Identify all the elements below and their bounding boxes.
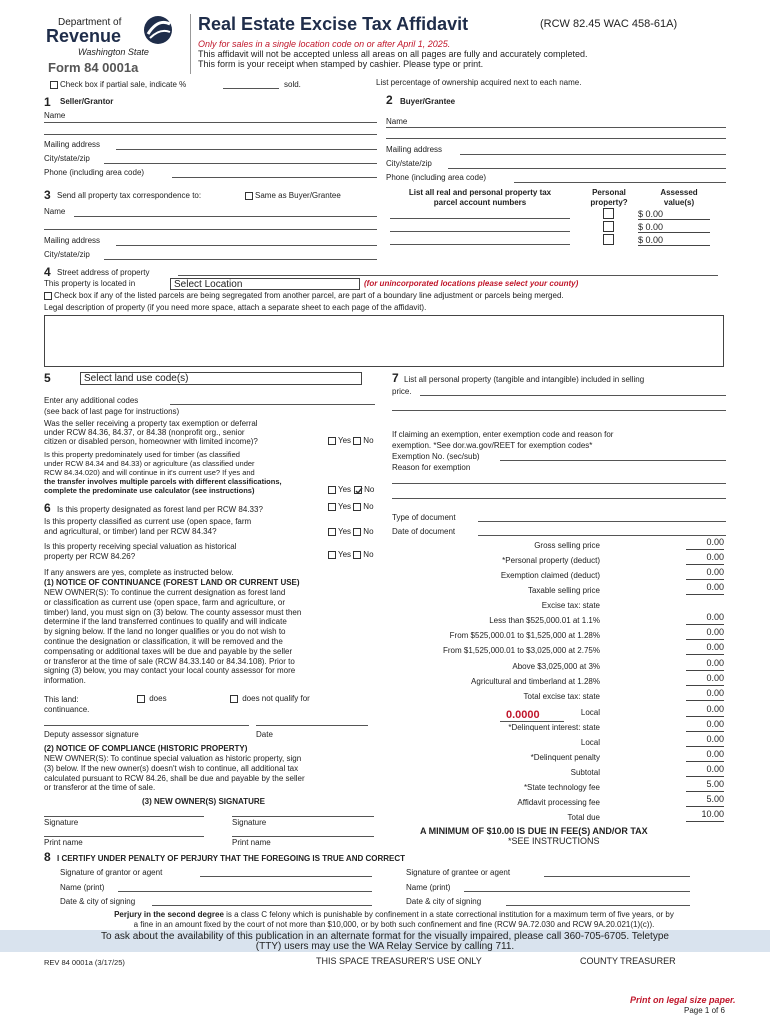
section-8-number: 8 xyxy=(44,850,51,864)
s1-name-label: Name xyxy=(44,111,66,120)
s2-city-input[interactable] xyxy=(448,168,726,169)
access-line-1: To ask about the availability of this publication in an alternate format for the visually impaired, please call 360-705-6705. Teletype xyxy=(101,931,669,942)
tax-row-value[interactable]: 0.00 xyxy=(706,673,724,683)
local-rate-line xyxy=(500,721,564,722)
s4-street-label: Street address of property xyxy=(57,268,150,277)
tax-row-value[interactable]: 5.00 xyxy=(706,794,724,804)
s6-notice-1-text xyxy=(44,588,301,686)
print-label-1: Print name xyxy=(44,838,83,847)
tax-row-value[interactable]: 0.00 xyxy=(706,704,724,714)
partial-label: Check box if partial sale, indicate % xyxy=(60,80,187,89)
doctype-input[interactable] xyxy=(478,521,726,522)
tax-row-value[interactable]: 0.00 xyxy=(706,627,724,637)
s7-ex2: exemption. *See dor.wa.gov/REET for exemption codes* xyxy=(392,441,593,450)
tax-row-label: *Personal property (deduct) xyxy=(502,556,600,565)
notice-line: compensating or additional taxes will be due and payable by the seller xyxy=(44,646,293,656)
notice-1: This affidavit will not be accepted unless all areas on all pages are fully and accurately completed. xyxy=(198,49,588,59)
s1-city-input[interactable] xyxy=(104,163,377,164)
s7-docdate: Date of document xyxy=(392,527,456,536)
notice-line: NEW OWNER(S): To continue special valuation as historic property, sign xyxy=(44,754,302,763)
s2-name-label: Name xyxy=(386,117,408,126)
tax-row-label: Subtotal xyxy=(570,768,600,777)
s4-segregated-row xyxy=(44,291,564,301)
parcel-col2: Personal property? xyxy=(590,188,628,207)
segregated-checkbox[interactable] xyxy=(44,292,52,300)
s6-q2-yes-checkbox[interactable] xyxy=(328,528,336,536)
section-2-number: 2 xyxy=(386,93,393,107)
tax-row-label: *Delinquent interest: state xyxy=(508,723,600,732)
parcel-number-input[interactable] xyxy=(390,244,570,245)
tax-row-label: *State technology fee xyxy=(523,783,600,792)
s6-notice-3-title: (3) NEW OWNER(S) SIGNATURE xyxy=(142,797,265,806)
tax-row-label: Exemption claimed (deduct) xyxy=(500,571,600,580)
notice-line: by signing below. If the land no longer qualifies or you do not wish to xyxy=(44,627,286,637)
legal-description-textarea[interactable] xyxy=(44,315,724,367)
s5-q1: Was the seller receiving a property tax exemption or deferral under RCW 84.36, 84.37, or 84.38 (nonprofit org., senior citizen or disabled person, homeowner with limited income)? xyxy=(44,419,258,446)
s6-q3: Is this property receiving special valuation as historical property per RCW 84.26? xyxy=(44,542,237,561)
tax-row-label: Affidavit processing fee xyxy=(517,798,600,807)
s6-q2-no-checkbox[interactable] xyxy=(353,528,361,536)
notice-line: (3) below. If the new owner(s) doesn't wish to continue, all additional tax xyxy=(44,763,299,773)
grantee-date-input[interactable] xyxy=(506,905,690,906)
does-not-checkbox[interactable] xyxy=(230,695,238,703)
s2-name-line2 xyxy=(386,138,726,139)
tax-row-label: Local xyxy=(580,708,600,717)
tax-row-label: From $525,000.01 to $1,525,000 at 1.28% xyxy=(449,631,600,640)
tax-row-line xyxy=(686,716,724,717)
s7-text: List all personal property (tangible and intangible) included in selling xyxy=(404,375,645,384)
check-icon xyxy=(355,487,363,495)
local-rate[interactable]: 0.0000 xyxy=(506,709,540,721)
section-2-title: Buyer/Grantee xyxy=(400,97,456,106)
tax-row-line xyxy=(686,624,724,625)
tax-row-line xyxy=(686,761,724,762)
s3-name-input[interactable] xyxy=(74,216,377,217)
grantor-date-label: Date & city of signing xyxy=(60,897,136,906)
tax-row-label: Taxable selling price xyxy=(527,586,600,595)
section-1-title: Seller/Grantor xyxy=(60,97,114,106)
s1-phone-label: Phone (including area code) xyxy=(44,168,145,177)
ownership-note: List percentage of ownership acquired next to each name. xyxy=(376,78,582,87)
land-use-select[interactable]: Select land use code(s) xyxy=(80,372,362,385)
s6-q3-no-checkbox[interactable] xyxy=(353,551,361,559)
s2-name-input[interactable] xyxy=(386,127,726,128)
tax-row-label: Local xyxy=(580,738,600,747)
docdate-input[interactable] xyxy=(478,535,726,536)
dept-main: Revenue xyxy=(46,26,122,46)
owner-signature-1-input[interactable] xyxy=(44,816,204,817)
tax-row-value[interactable]: 5.00 xyxy=(706,779,724,789)
s1-name-input[interactable] xyxy=(44,122,377,123)
s4-street-input[interactable] xyxy=(178,275,718,276)
s1-city-label: City/state/zip xyxy=(44,154,90,163)
s4-located-label: This property is located in xyxy=(44,279,136,288)
segregated-label: Check box if any of the listed parcels are being segregated from another parcel, are part of a boundary line adjustment or parcels being merged. xyxy=(54,291,564,300)
tax-row-value[interactable]: 0.00 xyxy=(706,688,724,698)
s1-mailing-label: Mailing address xyxy=(44,140,101,149)
section-5-number: 5 xyxy=(44,371,51,385)
sig-grantor-input[interactable] xyxy=(200,876,372,877)
form-number: Form 84 0001a xyxy=(48,60,139,75)
notice-line: determine if the land transferred continues to qualify and will indicate xyxy=(44,617,287,627)
notice-line: signing (3) below, you may contact your local county assessor for more xyxy=(44,666,296,676)
notice-line: or transferor at the time of sale (RCW 84.33.140 or 84.34.108). Prior to xyxy=(44,656,295,666)
assessed-value[interactable]: $ 0.00 xyxy=(638,209,710,220)
minimum-note: A MINIMUM OF $10.00 IS DUE IN FEE(S) AND/OR TAX xyxy=(420,826,648,836)
tax-row-line xyxy=(686,654,724,655)
s6-q2: Is this property classified as current use (open space, farm and agricultural, or timber) land per RCW 84.34? xyxy=(44,517,252,536)
tax-row-line xyxy=(686,700,724,701)
section-7-number: 7 xyxy=(392,371,399,385)
sig-label-2: Signature xyxy=(232,818,267,827)
tax-row-label: Less than $525,000.01 at 1.1% xyxy=(489,616,600,625)
s6-q1-answer: Yes No xyxy=(328,502,374,512)
tax-row-label: Above $3,025,000 at 3% xyxy=(512,662,600,671)
deputy-signature-input[interactable] xyxy=(44,725,249,726)
s7-exno: Exemption No. (sec/sub) xyxy=(392,452,480,461)
s5-q1-no-checkbox[interactable] xyxy=(353,437,361,445)
reason-input[interactable] xyxy=(392,483,726,484)
s5-q1-yes-checkbox[interactable] xyxy=(328,437,336,445)
page-title: Real Estate Excise Tax Affidavit xyxy=(198,14,469,34)
does-checkbox[interactable] xyxy=(137,695,145,703)
grantor-date-input[interactable] xyxy=(152,905,372,906)
s5-additional-label: Enter any additional codes xyxy=(44,396,139,405)
tax-row-value[interactable]: 0.00 xyxy=(706,567,724,577)
s2-phone-label: Phone (including area code) xyxy=(386,173,487,182)
s6-q1-yes-checkbox[interactable] xyxy=(328,503,336,511)
print-label-2: Print name xyxy=(232,838,271,847)
s2-city-label: City/state/zip xyxy=(386,159,432,168)
s3-same-label: Same as Buyer/Grantee xyxy=(255,191,341,200)
tax-row-line xyxy=(686,791,724,792)
sig-grantee-input[interactable] xyxy=(544,876,690,877)
sig-grantee-label: Signature of grantee or agent xyxy=(406,868,511,877)
deputy-date-input[interactable] xyxy=(256,725,368,726)
section-3-number: 3 xyxy=(44,188,51,202)
partial-sale-checkbox[interactable] xyxy=(50,81,58,89)
tax-row-line xyxy=(686,639,724,640)
s3-same-checkbox[interactable] xyxy=(245,192,253,200)
rcw-ref: (RCW 82.45 WAC 458-61A) xyxy=(540,18,678,30)
s4-unincorporated-note: (for unincorporated locations please select your county) xyxy=(364,279,579,288)
grantor-print-label: Name (print) xyxy=(60,883,105,892)
notice-red: Only for sales in a single location code on or after April 1, 2025. xyxy=(198,39,451,49)
s7-doctype: Type of document xyxy=(392,513,456,522)
tax-row-line xyxy=(686,731,724,732)
s5-q2-answer: Yes No xyxy=(328,485,374,495)
page-number: Page 1 of 6 xyxy=(684,1006,725,1015)
s6-notice-2-text xyxy=(44,754,305,793)
sig-label-1: Signature xyxy=(44,818,79,827)
dept-top: Department of xyxy=(58,17,122,28)
tax-row-label: Total due xyxy=(567,813,600,822)
tax-row-label: Excise tax: state xyxy=(541,601,600,610)
parcel-number-input[interactable] xyxy=(390,231,570,232)
section-4-number: 4 xyxy=(44,265,51,279)
tax-row-value[interactable]: 0.00 xyxy=(706,552,724,562)
county-treasurer: COUNTY TREASURER xyxy=(580,956,676,966)
parcel-number-input[interactable] xyxy=(390,218,570,219)
s5-q1-answer: Yes No xyxy=(328,436,374,446)
tax-row-value[interactable]: 0.00 xyxy=(706,642,724,652)
partial-suffix: sold. xyxy=(284,80,301,89)
sig-grantor-label: Signature of grantor or agent xyxy=(60,868,163,877)
rev-number: REV 84 0001a (3/17/25) xyxy=(44,958,125,967)
tax-row-line xyxy=(686,594,724,595)
tax-row-label: From $1,525,000.01 to $3,025,000 at 2.75% xyxy=(442,646,600,655)
print-legal: Print on legal size paper. xyxy=(630,995,736,1005)
s5-additional-input[interactable] xyxy=(170,404,375,405)
s7-reason: Reason for exemption xyxy=(392,463,471,472)
owner-signature-2-input[interactable] xyxy=(232,816,374,817)
s5-q2: Is this property predominately used for timber (as classified under RCW 84.34 and 84.33) or agriculture (as classified under RCW 84.34.020) and will continue in it's current use? If yes and the transfer involves multiple parcels with different classifications, complete the predominate use calculator (see instructions) xyxy=(44,450,282,495)
section-6-number: 6 xyxy=(44,501,51,515)
s6-doesnot-row: does not qualify for xyxy=(230,694,310,704)
s3-mailing-label: Mailing address xyxy=(44,236,101,245)
assessed-value[interactable]: $ 0.00 xyxy=(638,235,710,246)
access-line-2: (TTY) users may use the WA Relay Service by calling 711. xyxy=(255,941,515,952)
parcel-col3: Assessed value(s) xyxy=(660,188,698,207)
tax-row-value[interactable]: 0.00 xyxy=(706,719,724,729)
s7-ex1: If claiming an exemption, enter exemption code and reason for xyxy=(392,430,614,439)
exemption-no-input[interactable] xyxy=(500,460,726,461)
tax-row-label: Total excise tax: state xyxy=(523,692,600,701)
personal-property-checkbox[interactable] xyxy=(603,208,614,219)
see-instructions: *SEE INSTRUCTIONS xyxy=(508,836,600,846)
tax-row-line xyxy=(686,746,724,747)
s5-q2-yes-checkbox[interactable] xyxy=(328,486,336,494)
s3-same-row xyxy=(245,191,341,201)
tax-row-line xyxy=(686,685,724,686)
notice-line: calculated pursuant to RCW 84.26, shall be due and payable by the seller xyxy=(44,773,305,783)
dept-state: Washington State xyxy=(78,47,149,57)
tax-row-value[interactable]: 0.00 xyxy=(706,537,724,547)
notice-line: or transferor at the time of sale. xyxy=(44,783,156,793)
tax-row-line xyxy=(686,549,724,550)
owner-print-2-input[interactable] xyxy=(232,836,374,837)
tax-row-label: *Delinquent penalty xyxy=(530,753,600,762)
notice-line: timber) land, you must sign on (3) below. The county assessor must then xyxy=(44,607,302,617)
tax-row-value[interactable]: 0.00 xyxy=(706,764,724,774)
s1-phone-input[interactable] xyxy=(172,177,377,178)
tax-row-line xyxy=(686,670,724,671)
tax-row-line xyxy=(686,564,724,565)
personal-property-checkbox[interactable] xyxy=(603,221,614,232)
tax-row-value[interactable]: 10.00 xyxy=(701,809,724,819)
s6-thisland: This land: continuance. xyxy=(44,695,90,714)
tax-row-value[interactable]: 0.00 xyxy=(706,612,724,622)
owner-print-1-input[interactable] xyxy=(44,836,204,837)
notice-line: information. xyxy=(44,676,86,686)
notice-line: continue the designation or classification, it will be removed and the xyxy=(44,636,283,646)
s2-phone-input[interactable] xyxy=(514,182,726,183)
notice-line: or classification as current use (open space, farm and agriculture, or xyxy=(44,597,286,607)
s6-q3-yes-checkbox[interactable] xyxy=(328,551,336,559)
deputy-date-label: Date xyxy=(256,730,273,739)
s6-notice-2-title: (2) NOTICE OF COMPLIANCE (HISTORIC PROPERTY) xyxy=(44,744,248,753)
location-select[interactable]: Select Location xyxy=(170,278,360,290)
s3-title: Send all property tax correspondence to: xyxy=(57,191,202,200)
s3-mailing-input[interactable] xyxy=(116,245,377,246)
parcel-col1: List all real and personal property tax parcel account numbers xyxy=(408,188,552,207)
partial-sale-row xyxy=(50,80,186,90)
partial-percent-input[interactable] xyxy=(223,88,279,89)
s6-does-row: does xyxy=(137,694,167,704)
s3-city-input[interactable] xyxy=(104,259,377,260)
s6-q3-answer: Yes No xyxy=(328,550,374,560)
tax-row-value[interactable]: 0.00 xyxy=(706,582,724,592)
grantee-print-input[interactable] xyxy=(464,891,690,892)
s2-mailing-label: Mailing address xyxy=(386,145,443,154)
tax-row-value[interactable]: 0.00 xyxy=(706,658,724,668)
notice-2: This form is your receipt when stamped by cashier. Please type or print. xyxy=(198,59,484,69)
header-divider xyxy=(190,14,191,74)
s3-name-label: Name xyxy=(44,207,66,216)
s6-q2-answer: Yes No xyxy=(328,527,374,537)
tax-row-label: Gross selling price xyxy=(534,541,600,550)
tax-row-line xyxy=(686,806,724,807)
personal-property-checkbox[interactable] xyxy=(603,234,614,245)
s6-q1-no-checkbox[interactable] xyxy=(353,503,361,511)
grantee-date-label: Date & city of signing xyxy=(406,897,482,906)
s3-name-line2 xyxy=(44,229,377,230)
tax-row-line xyxy=(686,579,724,580)
assessed-value[interactable]: $ 0.00 xyxy=(638,222,710,233)
tax-row-value[interactable]: 0.00 xyxy=(706,734,724,744)
perjury-line-1: Perjury in the second degree is a class C felony which is punishable by confinement in a state correctional institution for a maximum term of five years, or by xyxy=(114,910,674,919)
s6-ifany: If any answers are yes, complete as instructed below. xyxy=(44,568,234,577)
revenue-logo-icon xyxy=(140,14,176,46)
s8-certify: I CERTIFY UNDER PENALTY OF PERJURY THAT THE FOREGOING IS TRUE AND CORRECT xyxy=(57,854,406,863)
s6-q1: Is this property designated as forest land per RCW 84.33? xyxy=(57,505,263,514)
s4-legal-label: Legal description of property (if you need more space, attach a separate sheet to each page of the affidavit). xyxy=(44,303,427,312)
s6-notice-1-title: (1) NOTICE OF CONTINUANCE (FOREST LAND OR CURRENT USE) xyxy=(44,578,300,587)
s3-city-label: City/state/zip xyxy=(44,250,90,259)
grantee-print-label: Name (print) xyxy=(406,883,451,892)
s7-text-2: price. xyxy=(392,387,412,396)
tax-row-line xyxy=(686,776,724,777)
s5-see-back: (see back of last page for instructions) xyxy=(44,407,180,416)
s2-mailing-input[interactable] xyxy=(460,154,726,155)
tax-row-label: Agricultural and timberland at 1.28% xyxy=(471,677,600,686)
treasurer-space: THIS SPACE TREASURER'S USE ONLY xyxy=(316,956,482,966)
tax-row-value[interactable]: 0.00 xyxy=(706,749,724,759)
notice-line: NEW OWNER(S): To continue the current designation as forest land xyxy=(44,588,286,597)
s1-name-line2 xyxy=(44,134,377,135)
grantor-print-input[interactable] xyxy=(118,891,372,892)
s7-property-input[interactable] xyxy=(420,395,726,396)
s5-q2-no-checkbox-checked[interactable] xyxy=(354,486,362,494)
s7-property-line2 xyxy=(392,410,726,411)
s1-mailing-input[interactable] xyxy=(116,149,377,150)
tax-row-line xyxy=(686,821,724,822)
reason-line2 xyxy=(392,498,726,499)
section-1-number: 1 xyxy=(44,95,51,109)
deputy-label: Deputy assessor signature xyxy=(44,730,139,739)
perjury-line-2: a fine in an amount fixed by the court of not more than $10,000, or by both such confinement and fine (RCW 9A.72.030 and RCW 9A.20.021(1)(c)). xyxy=(133,920,655,929)
